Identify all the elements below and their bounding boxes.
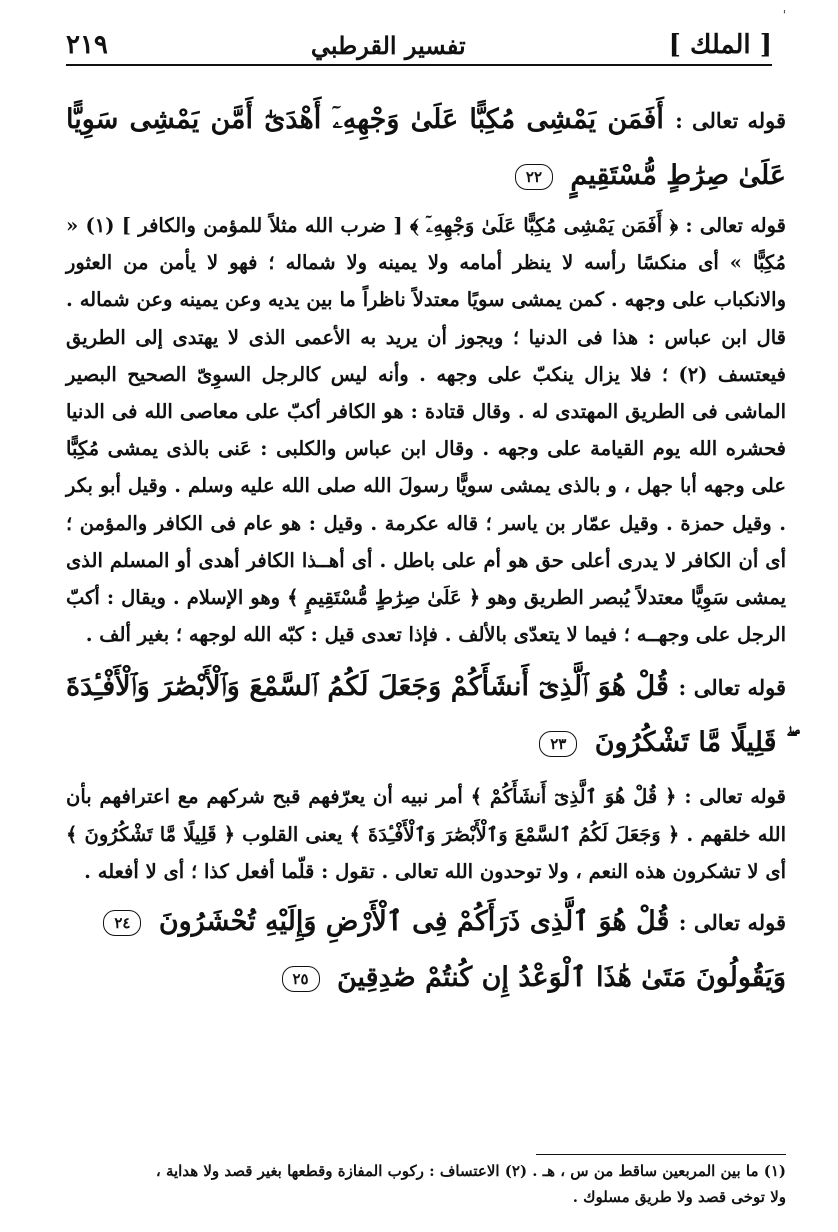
footnotes xyxy=(66,1158,786,1210)
surah-name: [ الملك ] xyxy=(668,30,772,60)
verse-lead: قوله تعالى : xyxy=(678,910,786,936)
ayah-number-marker: ٢٢ xyxy=(515,164,553,190)
page-body xyxy=(66,92,786,1005)
footnote-line: (١) ما بين المربعين ساقط من س ، هـ . (٢) الاعتساف : ركوب المفازة وقطعها بغير قصد ولا هداية ، xyxy=(155,1162,786,1180)
corner-mark: ' xyxy=(782,8,786,22)
ayah-number-marker: ٢٣ xyxy=(539,731,577,757)
commentary-paragraph: قوله تعالى : ﴿ قُلْ هُوَ ٱلَّذِىٓ أَنشَأَكُمْ ﴾ أمر نبيه أن يعرّفهم قبح شركهم مع اعترافهم بأن الله خلقهم . ﴿ وَجَعَلَ لَكُمُ ٱلسَّمْعَ وَٱلْأَبْصَٰرَ وَٱلْأَفْـِٔدَةَ ﴾ يعنى القلوب ﴿ قَلِيلًا مَّا تَشْكُرُونَ ﴾ أى لا تشكرون هذه النعم ، ولا توحدون الله تعالى . تقول : قلّما أفعل كذا ؛ أى لا أفعله . xyxy=(66,785,786,883)
verse-text: قُلْ هُوَ ٱلَّذِىٓ أَنشَأَكُمْ وَجَعَلَ لَكُمُ ٱلسَّمْعَ وَٱلْأَبْصَٰرَ وَٱلْأَفْـِٔدَةَ ۖ قَلِيلًا مَّا تَشْكُرُونَ xyxy=(66,671,786,759)
verse-23 xyxy=(66,659,786,770)
verse-22 xyxy=(66,92,786,203)
footnote-divider xyxy=(536,1154,786,1155)
commentary-paragraph: قوله تعالى : ﴿ أَفَمَن يَمْشِى مُكِبًّا عَلَىٰ وَجْهِهِۦٓ ﴾ [ ضرب الله مثلاً للمؤمن والكافر ] (١) « مُكِبًّا » أى منكسًا رأسه لا ينظر أمامه ولا يمينه ولا شماله ؛ فهو لا يأمن من العثور والانكباب على وجهه . كمن يمشى سويًا معتدلاً ناظراً ما بين يديه وعن يمينه وعن شماله . قال ابن عباس : هذا فى الدنيا ؛ ويجوز أن يريد به الأعمى الذى لا يهتدى إلى الطريق فيعتسف (٢) ؛ فلا يزال ينكبّ على وجهه . وأنه ليس كالرجل السوِىّ الصحيح البصير الماشى فى الطريق المهتدى له . وقال قتادة : هو الكافر أكبّ على معاصى الله فى الدنيا فحشره الله يوم القيامة على وجهه . وقال ابن عباس والكلبى : عَنى بالذى يمشى مُكِبًّا على وجهه أبا جهل ، و بالذى يمشى سويًّا رسولَ الله صلى الله عليه وسلم . وقيل أبو بكر . وقيل حمزة . وقيل عمّار بن ياسر ؛ قاله عكرمة . وقيل : هو عام فى الكافر والمؤمن ؛ أى أن الكافر لا يدرى أعلى حق هو أم على باطل . أى أهــذا الكافر أهدى أو المسلم الذى يمشى سَوِيًّا معتدلاً يُبصر الطريق وهو ﴿ عَلَىٰ صِرَٰطٍ مُّسْتَقِيمٍ ﴾ وهو الإسلام . ويقال : أكبّ الرجل على وجهــه ؛ فيما لا يتعدّى بالألف . فإذا تعدى قيل : كبّه الله لوجهه ؛ بغير ألف . xyxy=(66,214,786,647)
verse-lead: قوله تعالى : xyxy=(678,675,787,701)
verse-lead: قوله تعالى : xyxy=(675,108,786,133)
ayah-number-marker: ٢٥ xyxy=(282,966,320,992)
footnote-line: ولا توخى قصد ولا طريق مسلوك . xyxy=(572,1188,786,1206)
verse-text: وَيَقُولُونَ مَتَىٰ هَٰذَا ٱلْوَعْدُ إِن كُنتُمْ صَٰدِقِينَ xyxy=(336,962,786,994)
verse-text: قُلْ هُوَ ٱلَّذِى ذَرَأَكُمْ فِى ٱلْأَرْضِ وَإِلَيْهِ تُحْشَرُونَ xyxy=(158,906,670,938)
verse-25 xyxy=(66,950,786,1005)
running-header xyxy=(66,22,772,66)
verse-text: أَفَمَن يَمْشِى مُكِبًّا عَلَىٰ وَجْهِهِۦٓ أَهْدَىٰٓ أَمَّن يَمْشِى سَوِيًّا عَلَىٰ صِرَٰطٍ مُّسْتَقِيمٍ xyxy=(66,104,786,191)
page-number: ٢١٩ xyxy=(66,30,108,60)
ayah-number-marker: ٢٤ xyxy=(103,910,141,936)
verse-24 xyxy=(66,894,786,950)
book-title: تفسير القرطبي xyxy=(310,31,466,60)
